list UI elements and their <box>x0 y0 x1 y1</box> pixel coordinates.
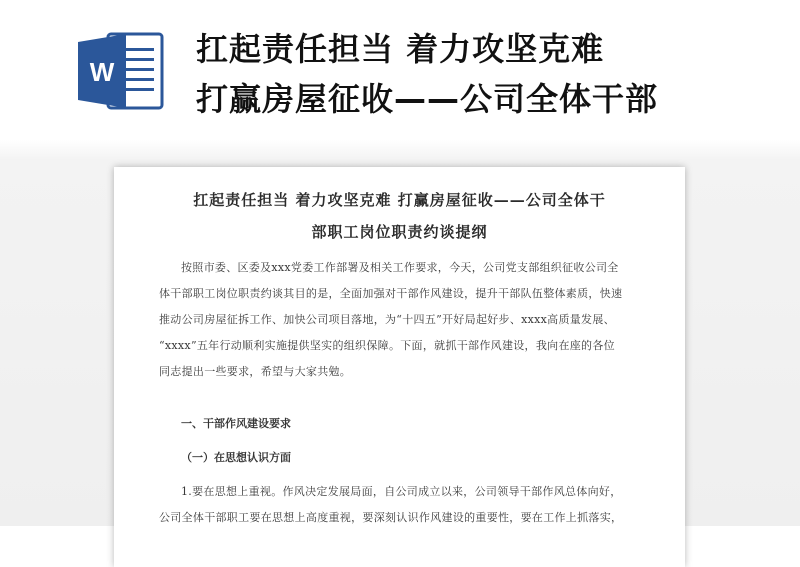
document-title-line-2: 部职工岗位职责约谈提纲 <box>311 223 488 241</box>
intro-line: 体干部职工岗位职责约谈其目的是，全面加强对干部作风建设，提升干部队伍整体素质，快速 <box>159 287 623 300</box>
banner-title-line-1: 扛起责任担当 着力攻坚克难 <box>196 30 605 68</box>
banner-title <box>196 24 658 124</box>
point-line: 公司全体干部职工要在思想上高度重视，要深刻认识作风建设的重要性，要在工作上抓落实， <box>159 511 623 524</box>
point-paragraph <box>159 479 649 531</box>
intro-line: “xxxx”五年行动顺利实施提供坚实的组织保障。下面，就抓干部作风建设，我向在座的各位 <box>159 339 615 352</box>
banner <box>0 0 800 140</box>
subsection-heading: （一）在思想认识方面 <box>181 451 291 464</box>
intro-paragraph <box>159 255 649 385</box>
intro-line: 按照市委、区委及xxx党委工作部署及相关工作要求，今天，公司党支部组织征收公司全 <box>181 261 619 274</box>
point-line: 1.要在思想上重视。作风决定发展局面，自公司成立以来，公司领导干部作风总体向好， <box>181 485 622 498</box>
document-title-line-1: 扛起责任担当 着力攻坚克难 打赢房屋征收——公司全体干 <box>193 191 606 209</box>
intro-line: 同志提出一些要求，希望与大家共勉。 <box>159 365 352 378</box>
document-page <box>114 167 685 567</box>
section-heading: 一、干部作风建设要求 <box>181 417 291 430</box>
intro-line: 推动公司房屋征拆工作、加快公司项目落地，为“十四五”开好局起好步、xxxx高质量发展、 <box>159 313 615 326</box>
banner-title-line-2: 打赢房屋征收——公司全体干部 <box>196 80 659 118</box>
word-document-icon <box>78 32 164 110</box>
word-icon-letter: W <box>89 57 115 87</box>
